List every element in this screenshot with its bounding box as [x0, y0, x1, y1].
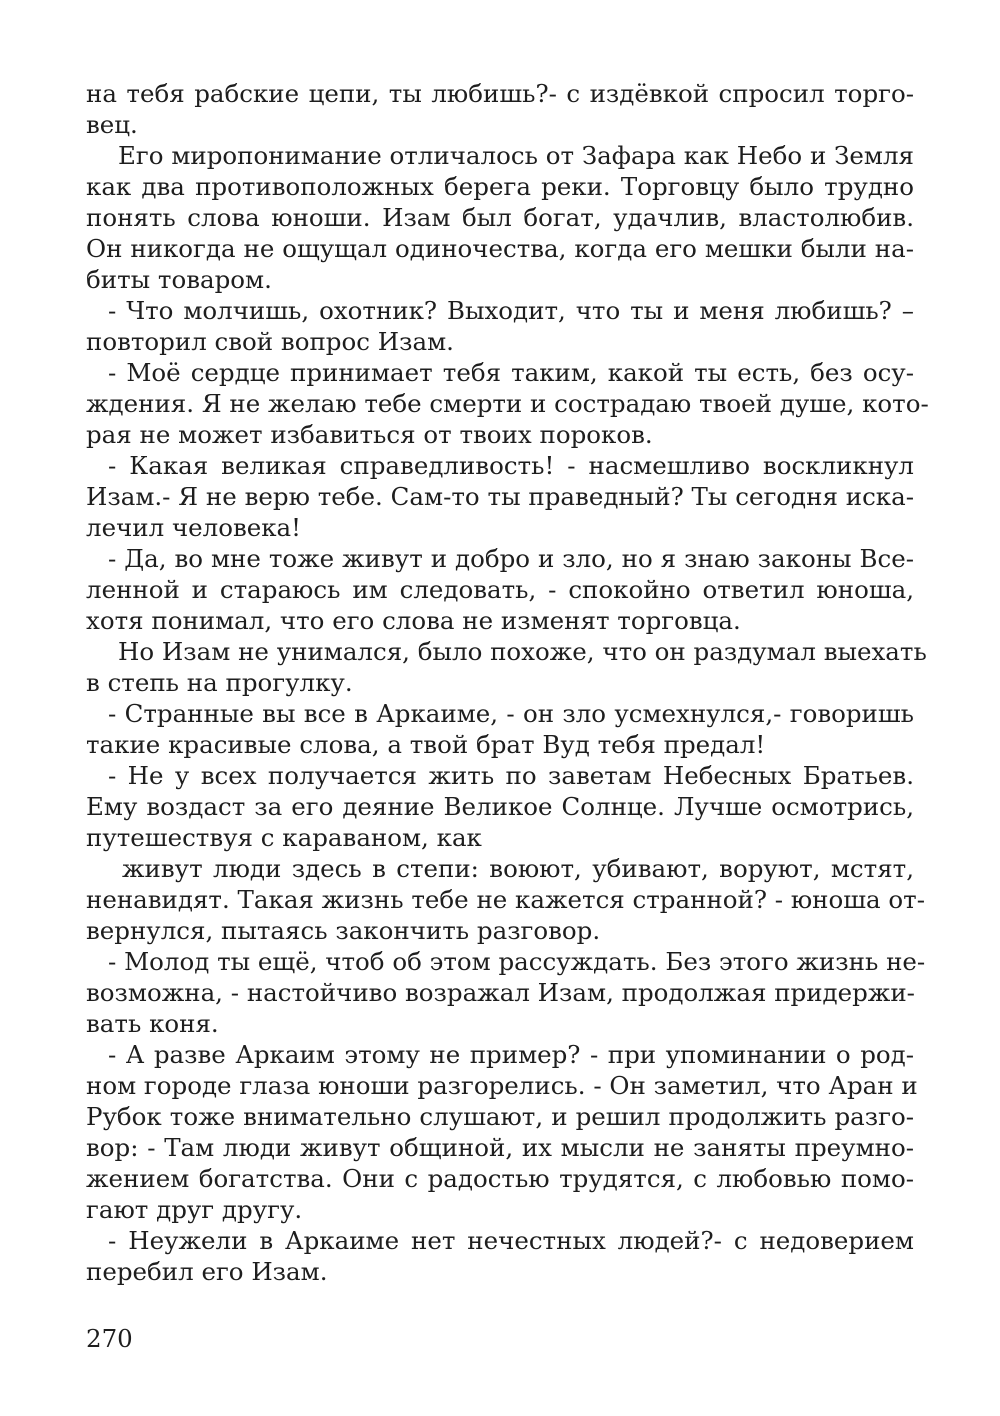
text-line: рая не может избавиться от твоих пороков. [86, 420, 653, 449]
text-line: Рубок тоже внимательно слушают, и решил продолжить разго- [86, 1102, 914, 1131]
text-line: Но Изам не унимался, было похоже, что он раздумал выехать [118, 637, 927, 666]
text-line: - Странные вы все в Аркаиме, - он зло усмехнулся,- говоришь [108, 699, 914, 728]
text-line: ленной и стараюсь им следовать, - спокойно ответил юноша, [86, 575, 914, 604]
text-line: ненавидят. Такая жизнь тебе не кажется странной? - юноша от- [86, 885, 925, 914]
text-line: понять слова юноши. Изам был богат, удачлив, властолюбив. [86, 203, 914, 232]
text-line: вор: - Там люди живут общиной, их мысли не заняты преумно- [86, 1133, 914, 1162]
text-line: путешествуя с караваном, как [86, 823, 482, 852]
text-line: - А разве Аркаим этому не пример? - при упоминании о род- [108, 1040, 914, 1069]
text-line: на тебя рабские цепи, ты любишь?- с издёвкой спросил торго- [86, 79, 914, 108]
text-line: - Неужели в Аркаиме нет нечестных людей?- с недоверием [108, 1226, 914, 1255]
text-line: - Какая великая справедливость! - насмешливо воскликнул [108, 451, 914, 480]
text-line: ждения. Я не желаю тебе смерти и сострадаю твоей душе, кото- [86, 389, 929, 418]
page-number: 270 [86, 1324, 133, 1353]
text-line: гают друг другу. [86, 1195, 303, 1224]
text-line: повторил свой вопрос Изам. [86, 327, 454, 356]
text-line: вернулся, пытаясь закончить разговор. [86, 916, 601, 945]
text-line: перебил его Изам. [86, 1257, 328, 1286]
text-line: - Молод ты ещё, чтоб об этом рассуждать. Без этого жизнь не- [108, 947, 926, 976]
text-line: Изам.- Я не верю тебе. Сам-то ты праведный? Ты сегодня иска- [86, 482, 914, 511]
text-line: Ему воздаст за его деяние Великое Солнце. Лучше осмотрись, [86, 792, 914, 821]
text-line: жением богатства. Они с радостью трудятся, с любовью помо- [86, 1164, 914, 1193]
text-line: живут люди здесь в степи: воюют, убивают, воруют, мстят, [122, 854, 914, 883]
text-line: возможна, - настойчиво возражал Изам, продолжая придержи- [86, 978, 915, 1007]
text-line: биты товаром. [86, 265, 272, 294]
text-line: вать коня. [86, 1009, 219, 1038]
text-line: вец. [86, 110, 138, 139]
text-line: - Не у всех получается жить по заветам Небесных Братьев. [108, 761, 914, 790]
text-line: хотя понимал, что его слова не изменят торговца. [86, 606, 741, 635]
text-line: ном городе глаза юноши разгорелись. - Он заметил, что Аран и [86, 1071, 918, 1100]
text-line: лечил человека! [86, 513, 302, 542]
book-page-text [86, 78, 929, 1287]
text-line: как два противоположных берега реки. Торговцу было трудно [86, 172, 914, 201]
text-line: - Моё сердце принимает тебя таким, какой ты есть, без осу- [108, 358, 914, 387]
text-line: - Что молчишь, охотник? Выходит, что ты и меня любишь? – [108, 296, 914, 325]
text-line: Он никогда не ощущал одиночества, когда его мешки были на- [86, 234, 914, 263]
text-line: - Да, во мне тоже живут и добро и зло, но я знаю законы Все- [108, 544, 914, 573]
text-line: такие красивые слова, а твой брат Вуд тебя предал! [86, 730, 766, 759]
text-line: Его миропонимание отличалось от Зафара как Небо и Земля [118, 141, 914, 170]
text-line: в степь на прогулку. [86, 668, 353, 697]
